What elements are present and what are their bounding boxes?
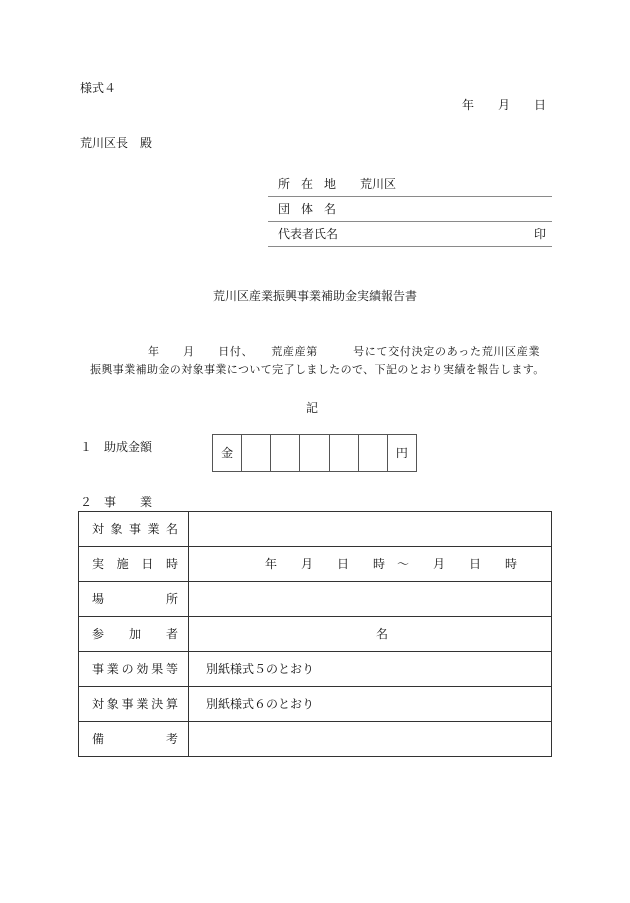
date-line: 年 月 日 [462, 98, 547, 112]
project-table [78, 511, 552, 757]
table-row-settlement [79, 687, 552, 722]
row-value: 別紙様式５のとおり [206, 662, 315, 676]
applicant-representative-label: 代表者氏名 [278, 227, 339, 241]
body-text-line-1: 年 月 日付、 荒産産第 号にて交付決定のあった荒川区産業 [148, 345, 541, 358]
amount-box [212, 434, 417, 472]
row-value: 名 [375, 627, 388, 641]
row-value: 別紙様式６のとおり [206, 697, 315, 711]
table-row-datetime [79, 547, 552, 582]
amount-digit-cell [359, 435, 388, 471]
project-heading: ２ 事 業 [80, 495, 153, 509]
table-row-effects [79, 652, 552, 687]
form-number: 様式４ [80, 81, 117, 95]
row-label: 実施日時 [92, 557, 178, 571]
row-value: 年 月 日 時 ～ 月 日 時 [265, 557, 518, 571]
row-label: 備考 [92, 732, 178, 746]
body-text-line-2: 振興事業補助金の対象事業について完了しましたので、下記のとおり実績を報告します。 [90, 363, 545, 376]
row-label: 参加者 [92, 627, 178, 641]
table-row-remarks [79, 722, 552, 757]
amount-prefix: 金 [213, 435, 242, 471]
row-label: 場所 [92, 592, 178, 606]
seal-mark: 印 [533, 227, 546, 241]
amount-digit-cell [242, 435, 271, 471]
amount-digit-cell [330, 435, 359, 471]
table-row-participants [79, 617, 552, 652]
applicant-organization-label: 団体名 [278, 202, 336, 216]
applicant-representative-row [268, 222, 552, 247]
row-label: 対象事業名 [92, 522, 178, 536]
row-label: 事業の効果等 [92, 662, 178, 676]
applicant-organization-row [268, 197, 552, 222]
document-title: 荒川区産業振興事業補助金実績報告書 [212, 289, 417, 303]
addressee: 荒川区長 殿 [80, 136, 153, 150]
ki-heading: 記 [305, 401, 318, 415]
row-label: 対象事業決算 [92, 697, 178, 711]
applicant-address-row [268, 172, 552, 197]
applicant-address-value: 荒川区 [360, 177, 397, 191]
table-row-venue [79, 582, 552, 617]
applicant-block [268, 172, 552, 247]
amount-digit-cell [271, 435, 300, 471]
applicant-address-label: 所在地 [278, 177, 336, 191]
amount-suffix: 円 [395, 446, 408, 460]
grant-amount-heading: １ 助成金額 [80, 440, 153, 454]
table-row-target-project [79, 512, 552, 547]
amount-digit-cell [300, 435, 329, 471]
